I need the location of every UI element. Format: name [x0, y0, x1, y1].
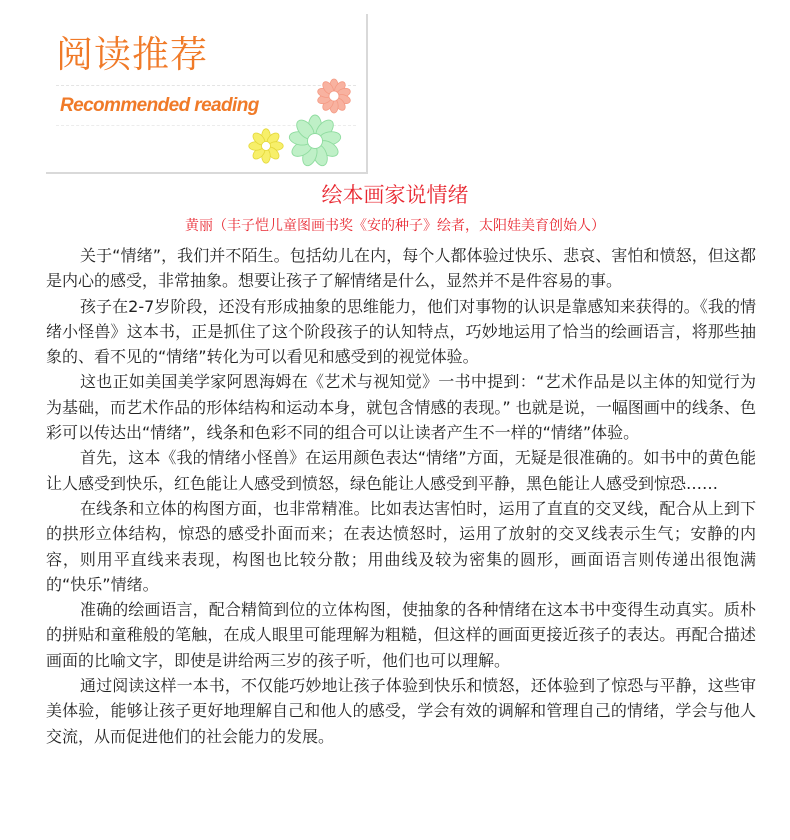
article-body — [46, 243, 756, 749]
paragraph: 首先，这本《我的情绪小怪兽》在运用颜色表达“情绪”方面，无疑是很准确的。如书中的黄色能让人感受到快乐，红色能让人感受到愤怒，绿色能让人感受到平静，黑色能让人感受到惊恐…… — [46, 448, 756, 493]
divider — [56, 85, 356, 86]
paragraph: 孩子在2-7岁阶段，还没有形成抽象的思维能力，他们对事物的认识是靠感知来获得的。《我的情绪小怪兽》这本书，正是抓住了这个阶段孩子的认知特点，巧妙地运用了恰当的绘画语言，将那些抽象的、看不见的“情绪”转化为可以看见和感受到的视觉体验。 — [46, 296, 756, 367]
paragraph: 关于“情绪”，我们并不陌生。包括幼儿在内，每个人都体验过快乐、悲哀、害怕和愤怒，但这都是内心的感受，非常抽象。想要让孩子了解情绪是什么，显然并不是件容易的事。 — [46, 246, 756, 291]
paragraph: 这也正如美国美学家阿恩海姆在《艺术与视知觉》一书中提到：“艺术作品是以主体的知觉行为为基础，而艺术作品的形体结构和运动本身，就包含情感的表现。” 也就是说，一幅图画中的线条、色彩可以传达出“情绪”，线条和色彩不同的组合可以让读者产生不一样的“情绪”体验。 — [46, 372, 756, 443]
article-title: 绘本画家说情绪 — [321, 183, 469, 207]
paragraph: 通过阅读这样一本书，不仅能巧妙地让孩子体验到快乐和愤怒，还体验到了惊恐与平静，这些审美体验，能够让孩子更好地理解自己和他人的感受，学会有效的调解和管理自己的情绪，学会与他人交流，从而促进他们的社会能力的发展。 — [46, 676, 756, 746]
pink-flower-icon — [316, 78, 352, 114]
paragraph: 在线条和立体的构图方面，也非常精准。比如表达害怕时，运用了直直的交叉线，配合从上到下的拱形立体结构，惊恐的感受扑面而来；在表达愤怒时，运用了放射的交叉线表示生气；安静的内容，则用平直线来表现，构图也比较分散；用曲线及较为密集的圆形，画面语言则传递出很饱满的“快乐”情绪。 — [46, 498, 756, 594]
article-author: 黄丽（丰子恺儿童图画书奖《安的种子》绘者，太阳娃美育创始人） — [185, 218, 605, 234]
yellow-flower-icon — [248, 128, 284, 164]
green-flower-icon — [288, 114, 342, 168]
paragraph: 准确的绘画语言，配合精简到位的立体构图，使抽象的各种情绪在这本书中变得生动真实。质朴的拼贴和童稚般的笔触，在成人眼里可能理解为粗糙，但这样的画面更接近孩子的表达。再配合描述画面的比喻文字，即使是讲给两三岁的孩子听，他们也可以理解。 — [46, 600, 756, 670]
section-title: 阅读推荐 — [56, 33, 208, 76]
section-subtitle-en: Recommended reading — [60, 95, 259, 116]
